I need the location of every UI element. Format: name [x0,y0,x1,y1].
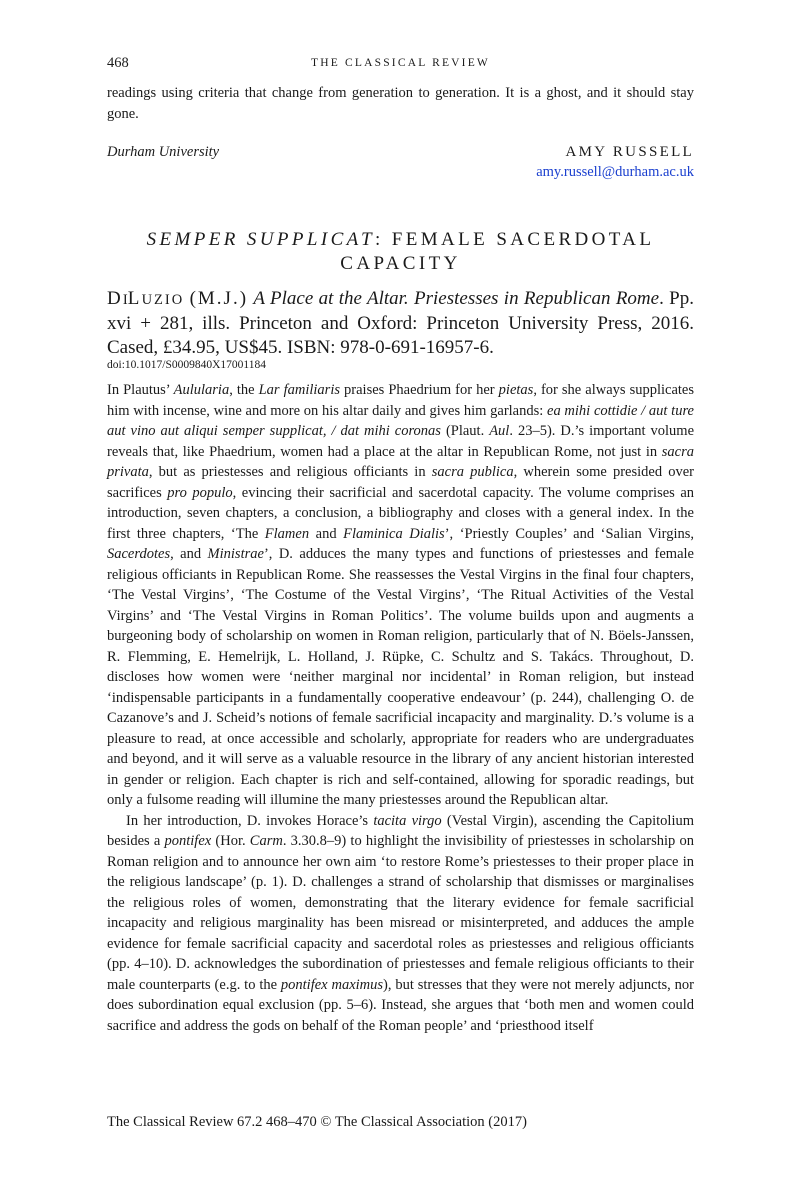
text-run: and [309,525,344,542]
italic-run: sacra privata [107,443,694,480]
italic-run: Aulularia [173,382,230,398]
text-run: ’, D. adduces the many types and functions of priestesses and female religious officiants in Republican Rome. She reassesses the Vestal Virgins in the final four chapters, ‘The Vestal Virgins’, ‘The Costume of the Vestal Virgins’, ‘The Ritual Activities of the Vestal Virgins’ and ‘The Vestal Virgins in Roman Politics’. The volume builds upon and augments a burgeoning body of scholarship on women in Roman religion, particularly that of N. Böels-Janssen, R. Flemming, E. Hemelrijk, L. Holland, J. Rüpke, C. Schultz and S. Takács. Throughout, D. discloses how women were ‘neither marginal nor incidental’ in Roman religion, but instead ‘indispensable participants in a fundamentally cooperative endeavour’ (p. 244), challenging O. de Cazanove’s and J. Scheid’s notions of female sacrificial incapacity and marginality. D.’s volume is a pleasure to read, at once accessible and scholarly, appropriate for readers who are undergraduates and beyond, and it will serve as a valuable resource in the library of any ancient historian interested in gender or religion. Each chapter is rich and self-contained, allowing for sporadic readings, but only a fulsome reading will illumine the many priestesses around the Republican altar. [107,546,694,808]
text-run: . 3.30.8–9) to highlight the invisibility of priestesses in scholarship on Roman religion and to announce her own aim ‘to restore Rome’s priestesses to their proper place in the religious landscape’ (p. 1). D. challenges a strand of scholarship that dismisses or marginalises the religious roles of women, demonstrating that the literary evidence for female sacrificial incapacity and religious marginality has been misread or misinterpreted, and adduces the ample evidence for female sacrificial capacity and sacerdotal roles as priestesses and religious officiants (pp. 4–10). D. acknowledges the subordination of priestesses and female religious officiants to their male counterparts (e.g. to the [107,833,694,993]
text-run: . 23–5). D.’s important volume reveals that, like Phaedrium, women had a place at the altar in Republican Rome, not just in [107,423,695,460]
reviewer-name: AMY RUSSELL [565,144,694,160]
italic-run: pontifex maximus [280,976,384,993]
italic-run: Lar familiaris [258,382,340,398]
citation-details: . Pp. xvi + 281, ills. Princeton and Oxford: Princeton University Press, 2016. Cased, £34.95, US$45. ISBN: 978-0-691-16957-6. [107,288,694,358]
italic-run: pro populo [167,484,233,501]
italic-run: pietas [498,382,534,398]
review-title [107,228,694,276]
citation-author-i: I [122,292,128,308]
italic-run: Flaminica Dialis [343,525,445,542]
text-run: In Plautus’ [107,382,174,398]
italic-run: Carm [249,833,283,849]
text-run: , wherein some presided over sacrifices [107,464,694,501]
citation-author-initials: (M.J.) [189,288,249,309]
reviewer-affiliation: Durham University [107,144,220,160]
text-run: , evincing their sacrificial and sacerdotal capacity. The volume comprises an introduction, seven chapters, a conclusion, a bibliography and closes with a general index. In the first three chapters, ‘The [107,484,695,542]
reviewer-email-link[interactable]: amy.russell@durham.ac.uk [536,164,694,180]
citation-author-uzio: UZIO [141,292,185,308]
text-run: praises Phaedrium for her [340,382,499,398]
review-title-rest: : FEMALE SACERDOTAL CAPACITY [340,229,655,274]
text-run: , the [229,382,259,398]
previous-review-closing-text: readings using criteria that change from generation to generation. It is a ghost, and it should stay gone. [107,85,694,122]
citation-author-l: L [127,288,142,309]
italic-run: pontifex [164,833,212,849]
italic-run: Ministrae [207,546,264,562]
text-run: In her introduction, D. invokes Horace’s [126,812,374,829]
text-run: , and [170,546,208,562]
text-run: (Vestal Virgin), ascending the Capitolium besides a [107,812,695,849]
citation-book-title: A Place at the Altar. Priestesses in Republican Rome [253,288,660,309]
italic-run: tacita virgo [373,812,442,829]
journal-name: THE CLASSICAL REVIEW [310,57,490,69]
italic-run: Aul [489,423,510,439]
page-footer: The Classical Review 67.2 468–470 © The Classical Association (2017) [107,1114,527,1130]
citation-author-d: D [107,288,123,309]
italic-run: ea mihi cottidie / aut ture aut vino aut aliqui semper supplicat, / dat mihi coronas [107,402,694,439]
doi: doi:10.1017/S0009840X17001184 [107,359,266,371]
running-head [107,55,694,75]
italic-run: Flamen [264,525,310,542]
text-run: (Plaut. [440,423,490,439]
text-run: ’, ‘Priestly Couples’ and ‘Salian Virgins, [444,525,694,542]
text-run: (Hor. [211,833,250,849]
italic-run: Sacerdotes [107,546,171,562]
book-citation [107,287,694,360]
paragraph-1 [107,380,694,811]
text-run: , for she always supplicates him with incense, wine and more on his altar daily and gives him garlands: [107,382,694,419]
paragraph-2 [107,811,694,1037]
text-run: ), but stresses that they were not merely adjuncts, nor does subordination equal exclusion (pp. 5–6). Instead, she argues that ‘both men and women could sacrifice and address the gods on behalf of the Roman people’ and ‘priesthood itself [107,976,694,1034]
page-number: 468 [107,55,129,71]
review-title-italic: SEMPER SUPPLICAT [146,229,375,250]
review-body [107,380,694,1036]
italic-run: sacra publica [431,464,514,480]
text-run: , but as priestesses and religious officiants in [148,464,432,480]
